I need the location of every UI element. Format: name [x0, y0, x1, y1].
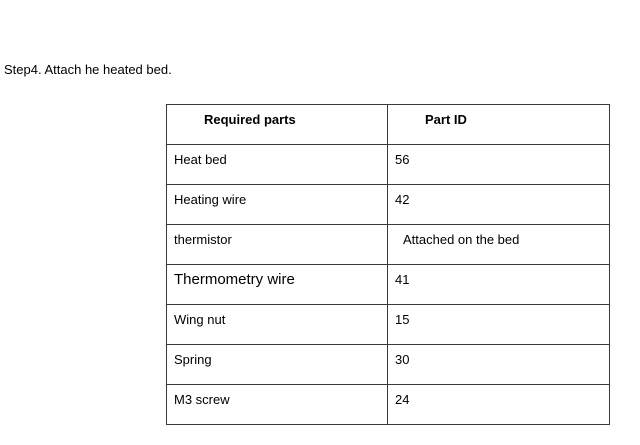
table-row — [167, 305, 610, 345]
part-name-cell: Spring — [167, 345, 388, 385]
table-row — [167, 265, 610, 305]
part-id-cell: 42 — [388, 185, 610, 225]
parts-table — [166, 104, 610, 425]
part-id-cell: 24 — [388, 385, 610, 425]
part-name-cell: Wing nut — [167, 305, 388, 345]
part-name-cell: Heat bed — [167, 145, 388, 185]
table-row — [167, 145, 610, 185]
table-row — [167, 385, 610, 425]
part-name-cell: M3 screw — [167, 385, 388, 425]
part-id-cell: Attached on the bed — [388, 225, 610, 265]
part-name-cell: Thermometry wire — [167, 265, 388, 305]
step-heading: Step4. Attach he heated bed. — [4, 62, 172, 77]
part-name-cell: Heating wire — [167, 185, 388, 225]
part-id-cell: 15 — [388, 305, 610, 345]
table-row — [167, 185, 610, 225]
part-id-cell: 30 — [388, 345, 610, 385]
table-row — [167, 225, 610, 265]
part-name-cell: thermistor — [167, 225, 388, 265]
table-header-row — [167, 105, 610, 145]
table-row — [167, 345, 610, 385]
part-id-cell: 56 — [388, 145, 610, 185]
header-part-id: Part ID — [388, 105, 610, 145]
header-required-parts: Required parts — [167, 105, 388, 145]
part-id-cell: 41 — [388, 265, 610, 305]
